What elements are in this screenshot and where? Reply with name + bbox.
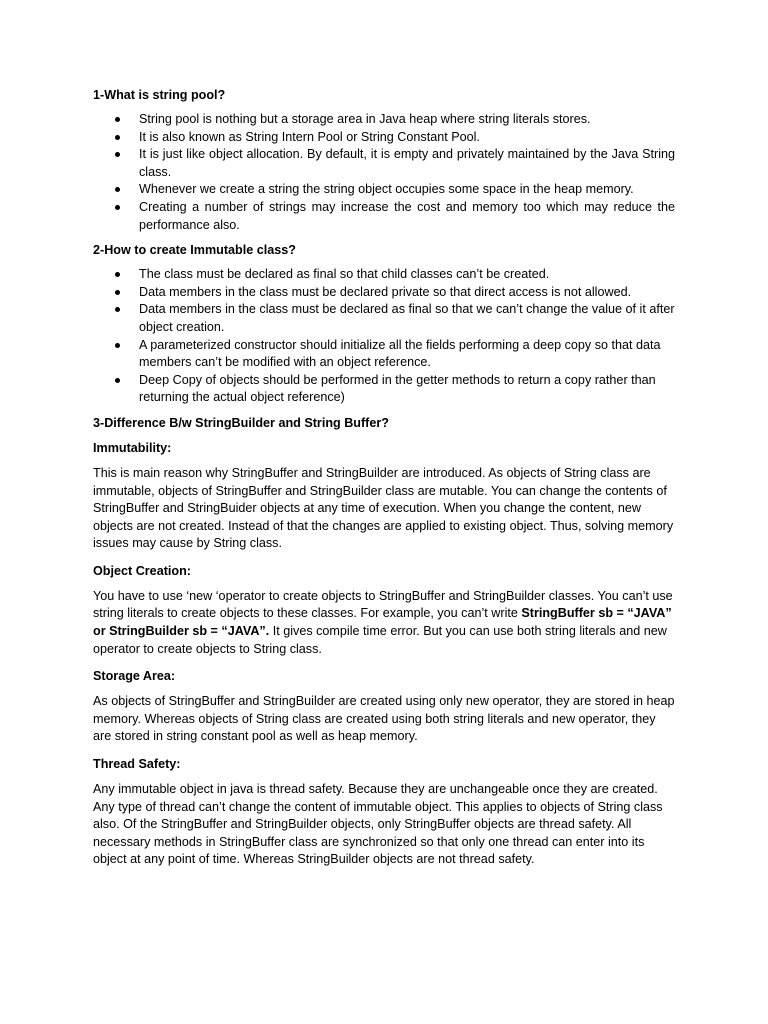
list-item-text: Creating a number of strings may increase the cost and memory too which may reduce the performance also. [139, 199, 675, 232]
immutable-class-list [93, 266, 675, 407]
bullet-icon [115, 135, 120, 140]
list-item [93, 181, 675, 199]
bullet-icon [115, 117, 120, 122]
list-item-text: It is also known as String Intern Pool or String Constant Pool. [139, 129, 480, 144]
string-pool-list [93, 111, 675, 234]
list-item [93, 199, 675, 234]
list-item [93, 111, 675, 129]
list-item-text: Data members in the class must be declared private so that direct access is not allowed. [139, 284, 632, 299]
list-item [93, 284, 675, 302]
list-item [93, 129, 675, 147]
bullet-icon [115, 205, 120, 210]
list-item-text: Whenever we create a string the string object occupies some space in the heap memory. [139, 182, 634, 197]
object-creation-paragraph [93, 588, 675, 658]
storage-area-heading: Storage Area: [93, 669, 176, 684]
list-item-text: Deep Copy of objects should be performed in the getter methods to return a copy rather than returning the actual object reference) [139, 372, 656, 405]
thread-safety-paragraph: Any immutable object in java is thread safety. Because they are unchangeable once they are created. Any type of thread can’t change the content of immutable object. This applies to objects of String class also. Of the StringBuffer and StringBuilder objects, only StringBuffer objects are thread safety. All necessary methods in StringBuffer class are synchronized so that only one thread can enter into its object at any point of time. Whereas StringBuilder objects are not thread safety. [93, 782, 663, 867]
question-2-title: 2-How to create Immutable class? [93, 243, 296, 258]
question-3-title: 3-Difference B/w StringBuilder and String Buffer? [93, 415, 389, 430]
list-item [93, 337, 675, 372]
bullet-icon [115, 152, 120, 157]
question-1-title: 1-What is string pool? [93, 88, 226, 102]
list-item-text: String pool is nothing but a storage area in Java heap where string literals stores. [139, 112, 591, 126]
object-creation-heading: Object Creation: [93, 563, 191, 578]
list-item [93, 146, 675, 181]
list-item-text: A parameterized constructor should initialize all the fields performing a deep copy so that data members can’t be modified with an object reference. [139, 337, 661, 370]
object-creation-text-2: It gives compile time error. But you can use both string literals and new operator to create objects to String class. [93, 624, 667, 656]
immutability-paragraph: This is main reason why StringBuffer and StringBuilder are introduced. As objects of String class are immutable, objects of StringBuffer and StringBuilder class are mutable. You can change the contents of StringBuffer and StringBuider objects at any time of execution. When you change the content, new objects are not created. Instead of that the changes are applied to existing object. Thus, solving memory issues may cause by String class. [93, 465, 674, 551]
bullet-icon [115, 272, 120, 277]
list-item-text: Data members in the class must be declared as final so that we can’t change the value of it after object creation. [139, 302, 675, 334]
storage-area-paragraph: As objects of StringBuffer and StringBuilder are created using only new operator, they are stored in heap memory. Whereas objects of String class are created using both string literals and new operator, they are stored in string constant pool as well as heap memory. [93, 694, 675, 744]
bullet-icon [115, 343, 120, 348]
object-creation-code: StringBuffer sb = “JAVA” or StringBuilder sb = “JAVA”. [93, 606, 672, 639]
thread-safety-heading: Thread Safety: [93, 757, 181, 772]
list-item [93, 266, 675, 284]
bullet-icon [115, 290, 120, 295]
list-item-text: The class must be declared as final so that child classes can’t be created. [139, 267, 550, 282]
bullet-icon [115, 307, 120, 312]
list-item [93, 301, 675, 336]
document-content [93, 86, 675, 878]
list-item-text: It is just like object allocation. By default, it is empty and privately maintained by the Java String class. [139, 147, 675, 179]
object-creation-text-1: You have to use ‘new ‘operator to create objects to StringBuffer and StringBuilder classes. You can’t use string literals to create objects to these classes. For example, you can’t write [93, 588, 673, 621]
bullet-icon [115, 378, 120, 383]
bullet-icon [115, 187, 120, 192]
immutability-heading: Immutability: [93, 440, 172, 455]
list-item [93, 372, 675, 407]
